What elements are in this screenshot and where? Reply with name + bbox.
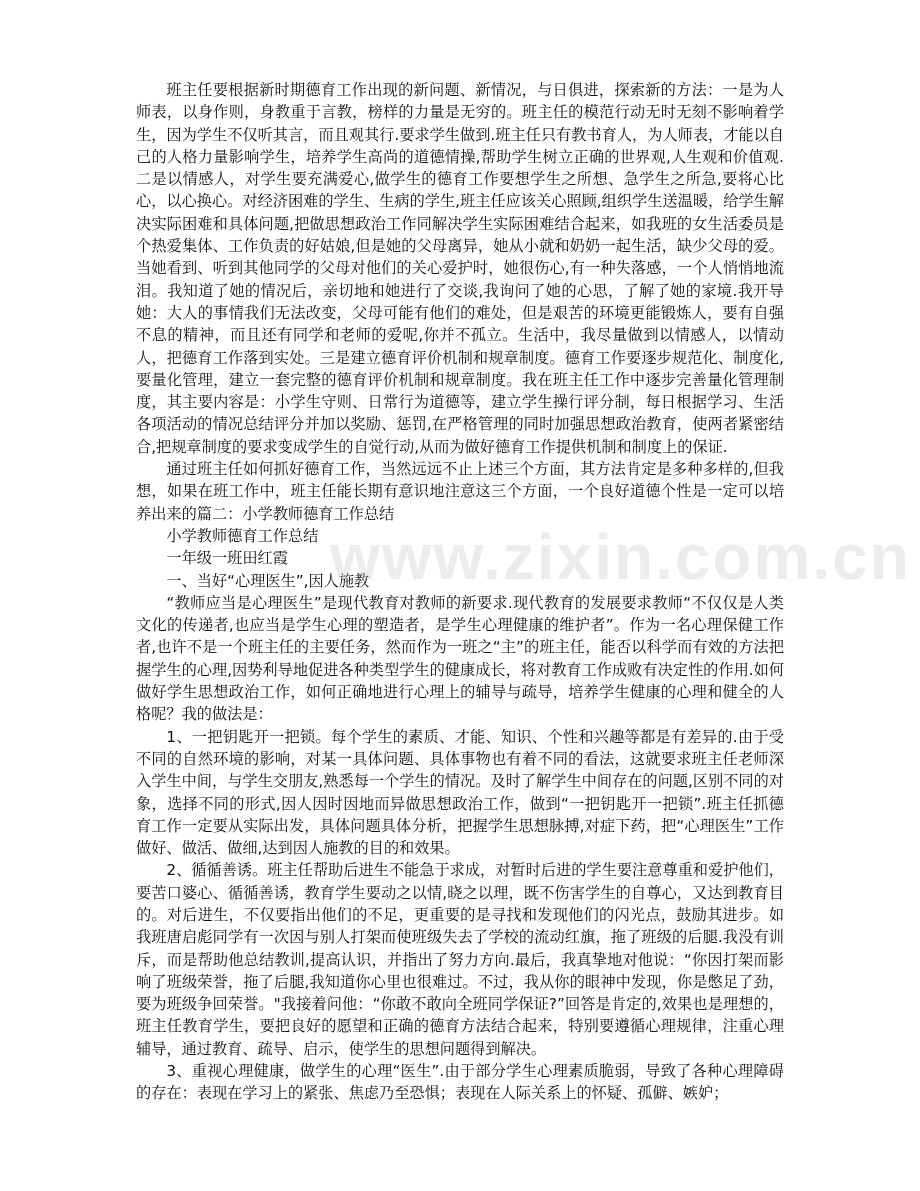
paragraph-summary: 通过班主任如何抓好德育工作，当然远远不止上述三个方面，其方法肯定是多种多样的,但我想，如果在班工作中，班主任能长期有意识地注意这三个方面，一个良好道德个性是一定可以培养出来的篇二：小学教师德育工作总结 [136, 460, 784, 523]
section-heading-1: 一、当好“心理医生”,因人施教 [166, 571, 370, 590]
paragraph-psychologist: “教师应当是心理医生”是现代教育对教师的新要求.现代教育的发展要求教师“不仅仅是人类文化的传递者,也应当是学生心理的塑造者，是学生心理健康的维护者”。作为一名心理保健工作者,也许不是一个班主任的主要任务，然而作为一班之“主”的班主任，能否以科学而有效的方法把握学生的心理,因势利导地促进各种类型学生的健康成长，将对教育工作成败有决定性的作用.如何做好学生思想政治工作，如何正确地进行心理上的辅导与疏导，培养学生健康的心理和健全的人格呢？我的做法是： [136, 593, 784, 724]
document-title: 小学教师德育工作总结 [166, 526, 319, 545]
paragraph-item-3: 3、重视心理健康，做学生的心理“医生”.由于部分学生心理素质脆弱，导致了各种心理障碍的存在：表现在学习上的紧张、焦虑乃至恐惧；表现在人际关系上的怀疑、孤僻、嫉妒； [136, 1062, 784, 1103]
watermark: www.zixin.com.cn [330, 521, 911, 593]
paragraph-item-1: 1、一把钥匙开一把锁。每个学生的素质、才能、知识、个性和兴趣等都是有差异的.由于受不同的自然环境的影响，对某一具体问题、具体事物也有着不同的看法，这就要求班主任老师深入学生中间，与学生交朋友,熟悉每一个学生的情况。及时了解学生中间存在的问题,区别不同的对象，选择不同的形式,因人因时因地而异做思想政治工作，做到“一把钥匙开一把锁”.班主任抓德育工作一定要从实际出发，具体问题具体分析，把握学生思想脉搏,对症下药，把“心理医生”工作做好、做活、做细,达到因人施教的目的和效果。 [136, 727, 784, 858]
paragraph-item-2: 2、循循善诱。班主任帮助后进生不能急于求成，对暂时后进的学生要注意尊重和爱护他们，要苦口婆心、循循善诱，教育学生要动之以情,晓之以理，既不伤害学生的自尊心，又达到教育目的。对后进生，不仅要指出他们的不足，更重要的是寻找和发现他们的闪光点，鼓励其进步。如我班唐启彪同学有一次因与别人打架而使班级失去了学校的流动红旗，拖了班级的后腿.我没有训斥，而是帮助他总结教训,提高认识，并指出了努力方向.最后，我真挚地对他说：“你因打架而影响了班级荣誉，拖了后腿,我知道你心里也很难过。不过，我从你的眼神中发现，你是憋足了劲，要为班级争回荣誉。"我接着问他：“你敢不敢向全班同学保证?”回答是肯定的,效果也是理想的，班主任教育学生，要把良好的愿望和正确的德育方法结合起来，特别要遵循心理规律，注重心理辅导，通过教育、疏导、启示，使学生的思想问题得到解决。 [136, 861, 784, 1058]
document-author: 一年级一班田红霞 [166, 549, 288, 568]
paragraph-intro-methods: 班主任要根据新时期德育工作出现的新问题、新情况，与日俱进，探索新的方法：一是为人师表，以身作则，身教重于言教，榜样的力量是无穷的。班主任的模范行动无时无刻不影响着学生，因为学生不仅听其言，而且观其行.要求学生做到.班主任只有教书育人，为人师表，才能以自己的人格力量影响学生，培养学生高尚的道德情操,帮助学生树立正确的世界观,人生观和价值观.二是以情感人，对学生要充满爱心,做学生的德育工作要想学生之所想、急学生之所急,要将心比心，以心换心。对经济困难的学生、生病的学生,班主任应该关心照顾,组织学生送温暖，给学生解决实际困难和具体问题,把做思想政治工作同解决学生实际困难结合起来，如我班的女生活委员是个热爱集体、工作负责的好姑娘,但是她的父母离异，她从小就和奶奶一起生活，缺少父母的爱。当她看到、听到其他同学的父母对他们的关心爱护时，她很伤心,有一种失落感，一个人悄悄地流泪。我知道了她的情况后，亲切地和她进行了交谈,我询问了她的心思，了解了她的家境.我开导她：大人的事情我们无法改变，父母可能有他们的难处，但是艰苦的环境更能锻炼人，要有自强不息的精神，而且还有同学和老师的爱呢,你并不孤立。生活中，我尽量做到以情感人，以情动人，把德育工作落到实处。三是建立德育评价机制和规章制度。德育工作要逐步规范化、制度化,要量化管理，建立一套完整的德育评价机制和规章制度。我在班主任工作中逐步完善量化管理制度，其主要内容是：小学生守则、日常行为道德等，建立学生操行评分制，每日根据学习、生活各项活动的情况总结评分并加以奖励、惩罚,在严格管理的同时加强思想政治教育，使两者紧密结合,把规章制度的要求变成学生的自觉行动,从而为做好德育工作提供机制和制度上的保证. [136, 81, 784, 456]
document-body [136, 79, 784, 1105]
